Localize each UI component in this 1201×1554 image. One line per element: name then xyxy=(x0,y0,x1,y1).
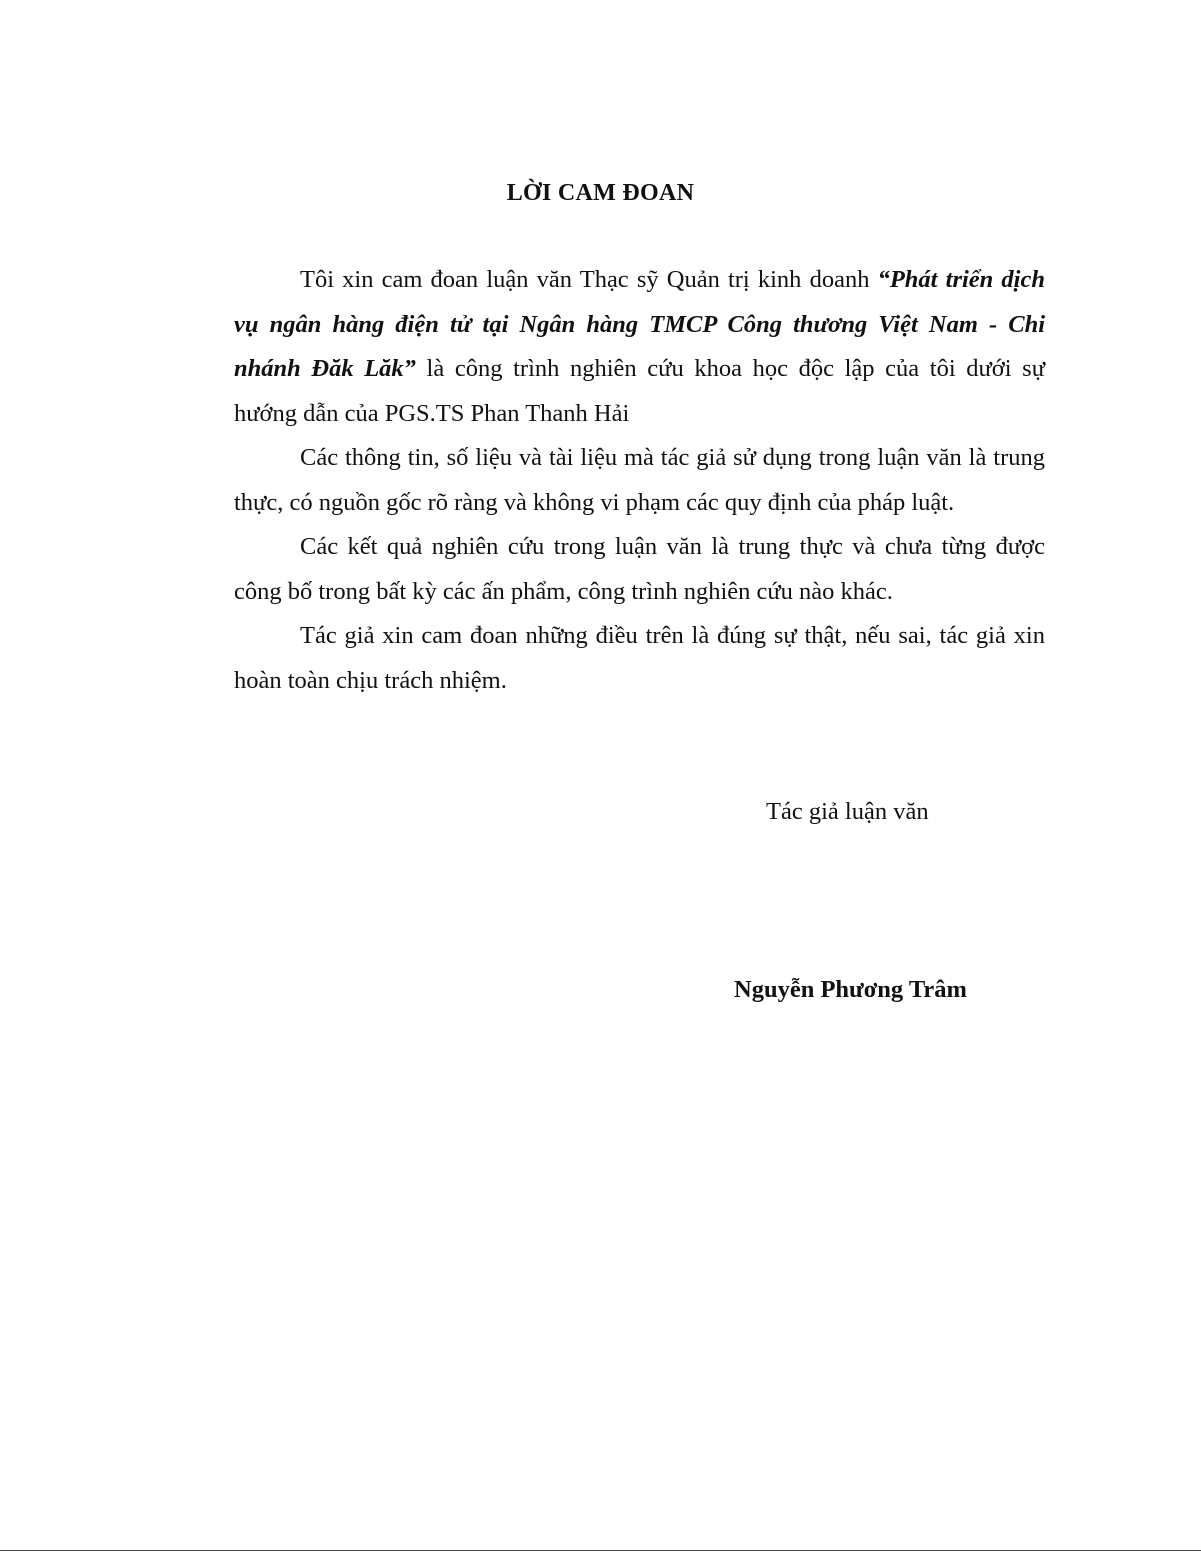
declaration-body xyxy=(234,258,1045,703)
page-title: LỜI CAM ĐOAN xyxy=(506,180,695,206)
paragraph-research-results: Các kết quả nghiên cứu trong luận văn là trung thực và chưa từng được công bố trong bất kỳ các ấn phẩm, công trình nghiên cứu nào khác. xyxy=(234,533,1045,605)
signature-role: Tác giả luận văn xyxy=(766,798,929,825)
paragraph-supervisor-text: là công trình nghiên cứu khoa học độc lập của tôi dưới sự hướng dẫn của PGS.TS Phan Thanh Hải xyxy=(234,355,1045,427)
paragraph-thesis-statement xyxy=(234,258,1045,436)
paragraph-intro-text: Tôi xin cam đoan luận văn Thạc sỹ Quản trị kinh doanh xyxy=(300,266,878,293)
paragraph-data-sources: Các thông tin, số liệu và tài liệu mà tác giả sử dụng trong luận văn là trung thực, có nguồn gốc rõ ràng và không vi phạm các quy định của pháp luật. xyxy=(234,444,1045,516)
paragraph-responsibility: Tác giả xin cam đoan những điều trên là đúng sự thật, nếu sai, tác giả xin hoàn toàn chịu trách nhiệm. xyxy=(234,622,1045,694)
signature-name: Nguyễn Phương Trâm xyxy=(734,976,967,1003)
page-bottom-divider xyxy=(0,1550,1201,1551)
thesis-title: “Phát triển dịch vụ ngân hàng điện tử tại Ngân hàng TMCP Công thương Việt Nam - Chi nhánh Đăk Lăk” xyxy=(234,266,1045,382)
